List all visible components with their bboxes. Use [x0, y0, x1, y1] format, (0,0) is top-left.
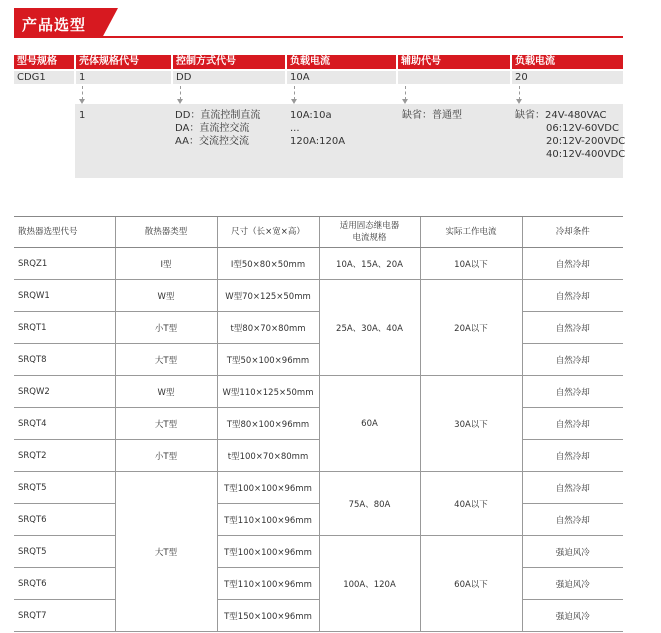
- row-model: SRQT7: [14, 600, 115, 632]
- row-size: T型150×100×96mm: [217, 600, 319, 632]
- row-model: SRQT2: [14, 440, 115, 472]
- header-model-code: 散热器选型代号: [14, 217, 115, 248]
- table-row: [14, 472, 623, 504]
- row-size: T型100×100×96mm: [217, 472, 319, 504]
- row-spec: 10A、15A、20A: [319, 248, 420, 280]
- header-dimensions: 尺寸（长×宽×高）: [217, 217, 319, 248]
- option-control-aa: AA：交流控交流: [175, 136, 249, 147]
- row-cooling: 自然冷却: [522, 504, 623, 536]
- row-work-current: 20A以下: [420, 280, 522, 376]
- row-spec: 75A、80A: [319, 472, 420, 536]
- code-header-load: 负载电流: [287, 55, 396, 69]
- table-row: [14, 568, 623, 600]
- option-voltage-default: 缺省：24V-480VAC: [515, 110, 607, 121]
- code-value-aux: [398, 71, 510, 84]
- row-type: 小T型: [115, 312, 217, 344]
- row-cooling: 自然冷却: [522, 312, 623, 344]
- row-model: SRQW1: [14, 280, 115, 312]
- table-row: [14, 408, 623, 440]
- row-cooling: 强迫风冷: [522, 600, 623, 632]
- row-spec: 25A、30A、40A: [319, 280, 420, 376]
- code-value-control: DD: [173, 71, 285, 84]
- code-header-voltage: 负载电流: [512, 55, 623, 69]
- row-size: T型80×100×96mm: [217, 408, 319, 440]
- row-spec: 60A: [319, 376, 420, 472]
- row-model: SRQT6: [14, 504, 115, 536]
- row-type: 大T型: [115, 408, 217, 440]
- section-banner: [14, 8, 623, 38]
- row-model: SRQT8: [14, 344, 115, 376]
- row-type: 大T型: [115, 344, 217, 376]
- header-ssr-spec: 适用固态继电器 电流规格: [319, 217, 420, 248]
- row-cooling: 强迫风冷: [522, 536, 623, 568]
- table-row: [14, 344, 623, 376]
- option-load-max: 120A:120A: [290, 136, 346, 147]
- row-size: T型100×100×96mm: [217, 536, 319, 568]
- row-model: SRQT6: [14, 568, 115, 600]
- table-row: [14, 600, 623, 632]
- option-voltage-20: 20:12V-200VDC: [546, 136, 626, 147]
- table-row: [14, 536, 623, 568]
- option-control-dd: DD：直流控制直流: [175, 110, 261, 121]
- row-cooling: 自然冷却: [522, 376, 623, 408]
- row-size: T型110×100×96mm: [217, 504, 319, 536]
- row-size: t型80×70×80mm: [217, 312, 319, 344]
- section-title: 产品选型: [22, 16, 87, 34]
- row-size: T型110×100×96mm: [217, 568, 319, 600]
- table-row: [14, 248, 623, 280]
- row-type: 小T型: [115, 440, 217, 472]
- option-load-ellipsis: ...: [290, 123, 300, 134]
- header-cooling: 冷却条件: [522, 217, 623, 248]
- table-row: [14, 376, 623, 408]
- option-aux-default: 缺省：普通型: [402, 110, 462, 121]
- row-model: SRQZ1: [14, 248, 115, 280]
- heatsink-table: [14, 216, 623, 632]
- code-header-model: 型号规格: [14, 55, 74, 69]
- row-cooling: 自然冷却: [522, 472, 623, 504]
- row-cooling: 自然冷却: [522, 440, 623, 472]
- row-model: SRQW2: [14, 376, 115, 408]
- code-value-shell: 1: [76, 71, 171, 84]
- row-type-big-t: 大T型: [115, 472, 217, 632]
- row-model: SRQT4: [14, 408, 115, 440]
- option-voltage-40: 40:12V-400VDC: [546, 149, 626, 160]
- row-cooling: 自然冷却: [522, 248, 623, 280]
- table-row: [14, 504, 623, 536]
- row-spec: 100A、120A: [319, 536, 420, 632]
- code-header-aux: 辅助代号: [398, 55, 510, 69]
- row-size: W型70×125×50mm: [217, 280, 319, 312]
- option-voltage-06: 06:12V-60VDC: [546, 123, 619, 134]
- row-cooling: 强迫风冷: [522, 568, 623, 600]
- code-value-load: 10A: [287, 71, 396, 84]
- code-value-voltage: 20: [512, 71, 623, 84]
- row-model: SRQT5: [14, 472, 115, 504]
- row-size: I型50×80×50mm: [217, 248, 319, 280]
- code-header-shell: 壳体规格代号: [76, 55, 171, 69]
- table-row: [14, 312, 623, 344]
- row-model: SRQT5: [14, 536, 115, 568]
- row-work-current: 40A以下: [420, 472, 522, 536]
- header-work-current: 实际工作电流: [420, 217, 522, 248]
- row-size: t型100×70×80mm: [217, 440, 319, 472]
- row-type: I型: [115, 248, 217, 280]
- row-model: SRQT1: [14, 312, 115, 344]
- code-header-control: 控制方式代号: [173, 55, 285, 69]
- row-work-current: 30A以下: [420, 376, 522, 472]
- row-cooling: 自然冷却: [522, 280, 623, 312]
- heatsink-header-row: [14, 217, 623, 248]
- row-size: T型50×100×96mm: [217, 344, 319, 376]
- banner-underline: [14, 36, 623, 38]
- option-control-da: DA：直流控交流: [175, 123, 250, 134]
- table-row: [14, 440, 623, 472]
- option-shell: 1: [79, 110, 86, 121]
- code-value-model: CDG1: [14, 71, 74, 84]
- table-row: [14, 280, 623, 312]
- row-cooling: 自然冷却: [522, 408, 623, 440]
- option-load-min: 10A:10a: [290, 110, 332, 121]
- row-cooling: 自然冷却: [522, 344, 623, 376]
- row-size: W型110×125×50mm: [217, 376, 319, 408]
- row-type: W型: [115, 376, 217, 408]
- row-type: W型: [115, 280, 217, 312]
- row-work-current: 60A以下: [420, 536, 522, 632]
- header-heatsink-type: 散热器类型: [115, 217, 217, 248]
- row-work-current: 10A以下: [420, 248, 522, 280]
